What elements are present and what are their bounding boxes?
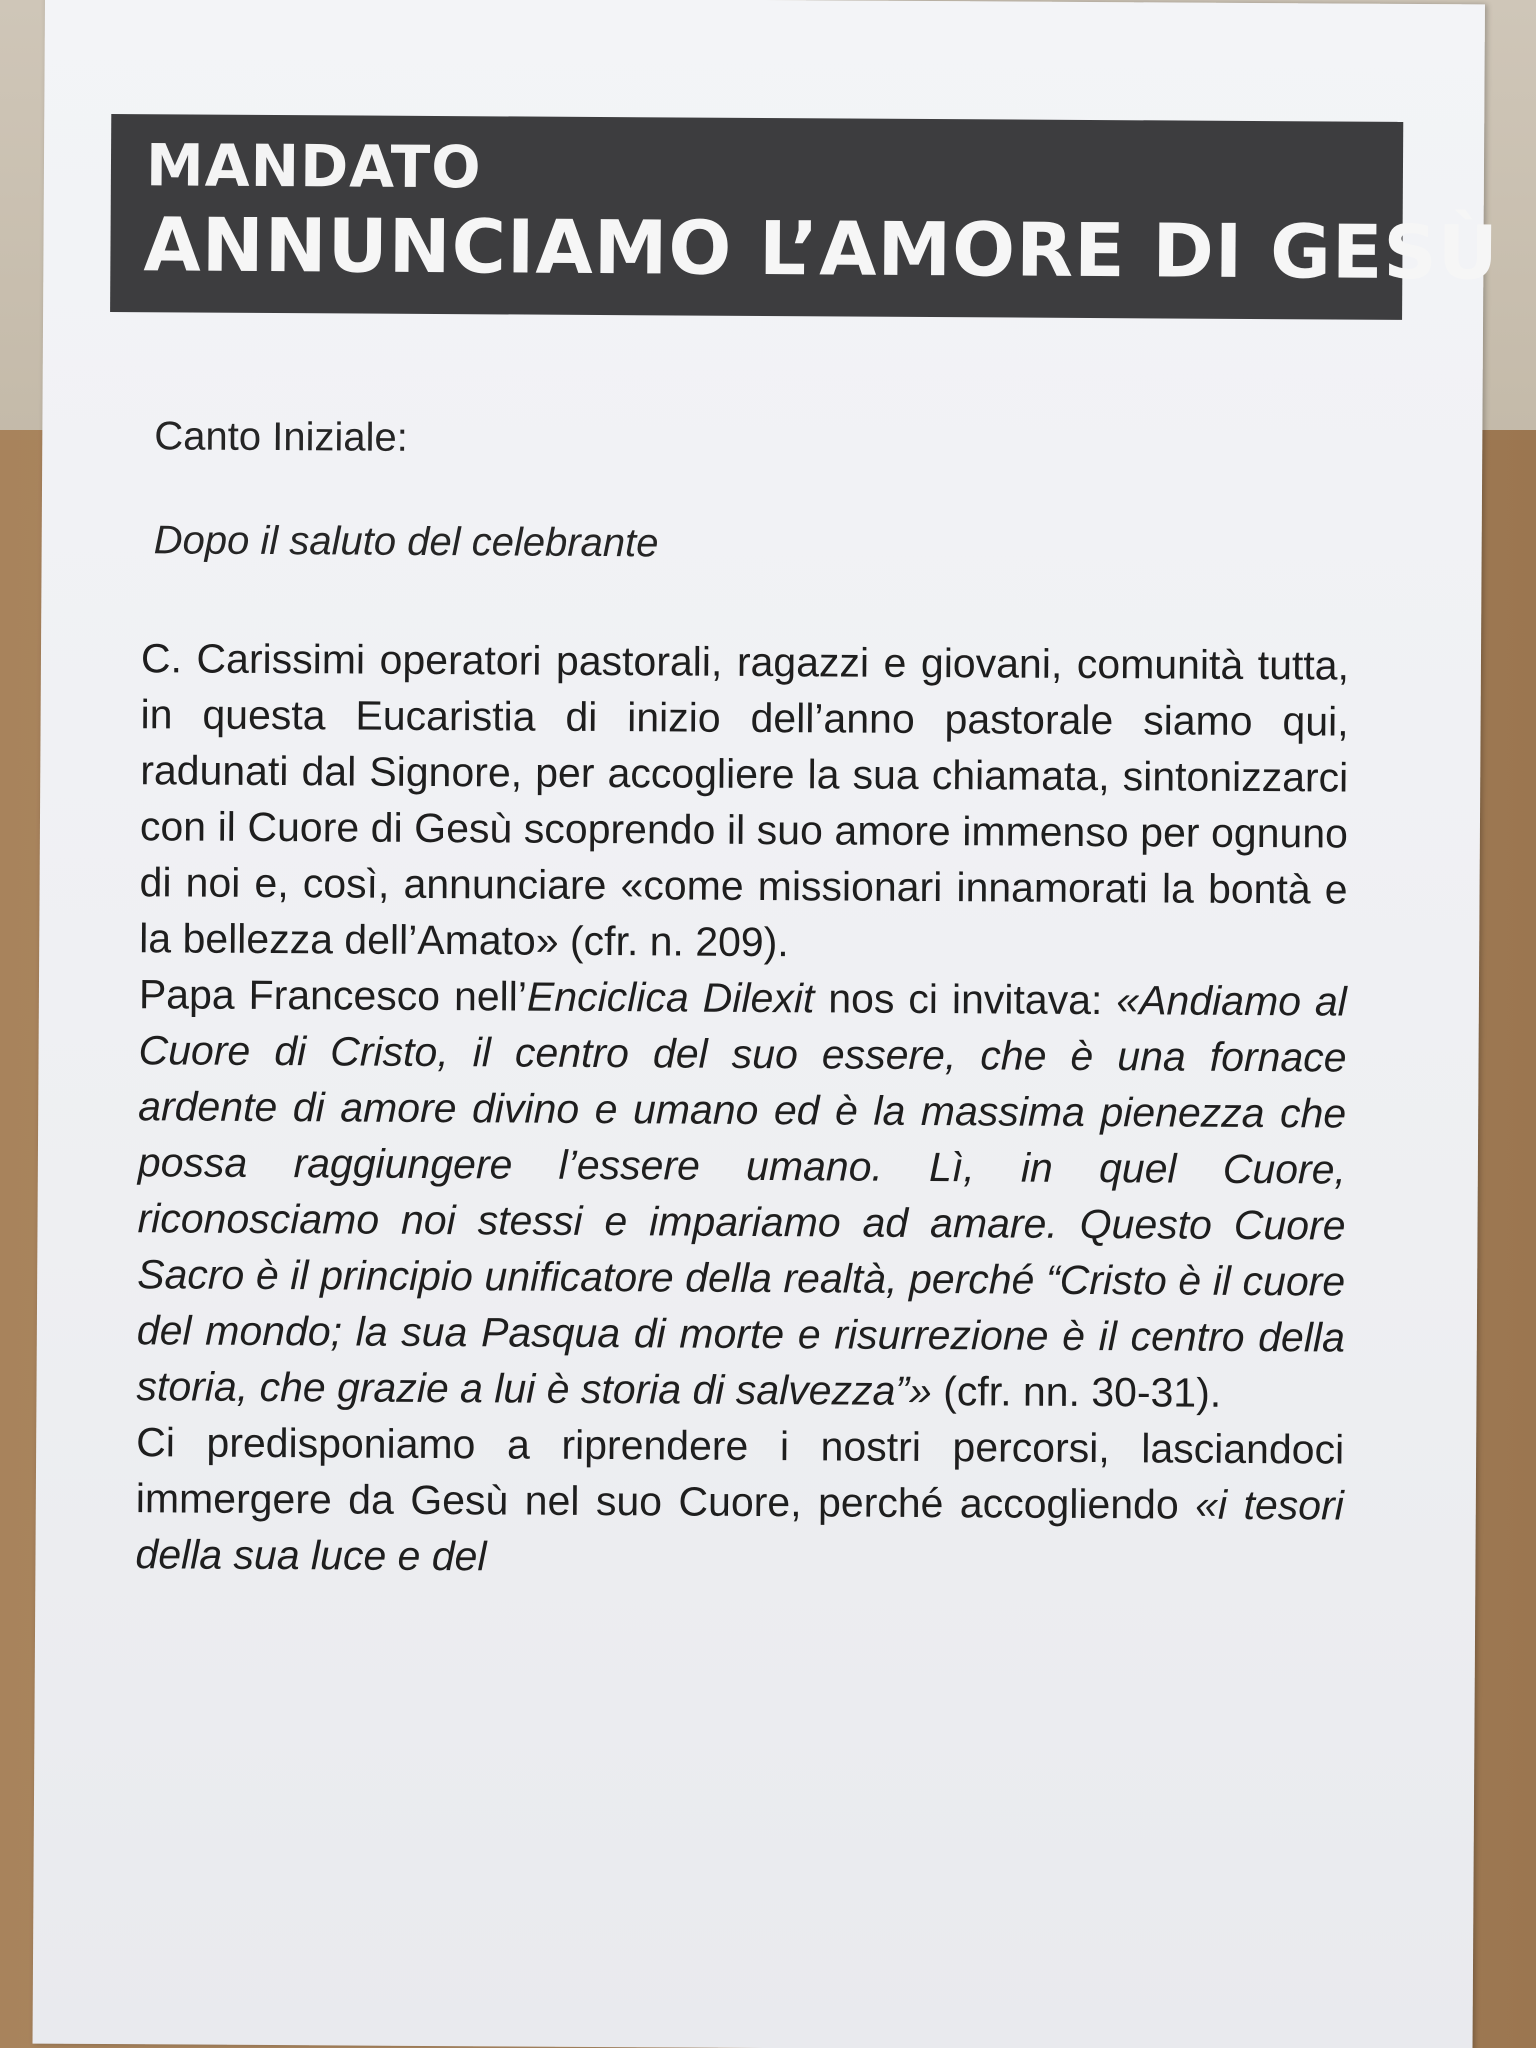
encyclical-title: Enciclica Dilexit [526,973,815,1022]
body-text [135,630,1349,1589]
paragraph-encyclical [136,966,1347,1421]
greeting-text: C. Carissimi operatori pastorali, ragazzi e giovani, comunità tutta, in questa Eucaristia di inizio dell’anno pastorale siamo qui, radunati dal Signore, per accogliere la sua chiamata, sintonizzarci con il Cuore di Gesù scoprendo il suo amore immenso per ognuno di noi e, così, annunciare «come missionari innamorati la bontà e la bellezza dell’Amato» (cfr. n. 209). [139,635,1350,966]
encyclical-intro: Papa Francesco nell’ [138,971,528,1020]
rubric-text: Dopo il saluto del celebrante [153,518,659,566]
closing-text: Ci predisponiamo a riprendere i nostri percorsi, lasciandoci immergere da Gesù nel suo Cuore, perché accogliendo [135,1419,1345,1528]
header-title: ANNUNCIAMO L’AMORE DI GESÙ [143,202,1500,297]
encyclical-quote: «Andiamo al Cuore di Cristo, il centro del suo essere, che è una fornace ardente di amore divino e umano ed è la massima pienezza che possa raggiungere l’essere umano. Lì, in quel Cuore, riconosciamo noi stessi e impariamo ad amare. Questo Cuore Sacro è il principio unificatore della realtà, perché “Cristo è il cuore del mondo; la sua Pasqua di morte e risurrezione è il centro della storia, che grazie a lui è storia di salvezza”» [136,977,1348,1415]
encyclical-text: nos ci invitava: [814,975,1117,1024]
paragraph-greeting [139,630,1349,973]
paragraph-closing [135,1414,1344,1589]
closing-quote: «i tesori della sua luce e del [135,1481,1344,1580]
header-kicker: MANDATO [145,131,482,202]
encyclical-citation: (cfr. nn. 30-31). [931,1368,1222,1416]
paper-sheet [33,0,1500,2048]
canto-label: Canto Iniziale: [154,414,408,460]
